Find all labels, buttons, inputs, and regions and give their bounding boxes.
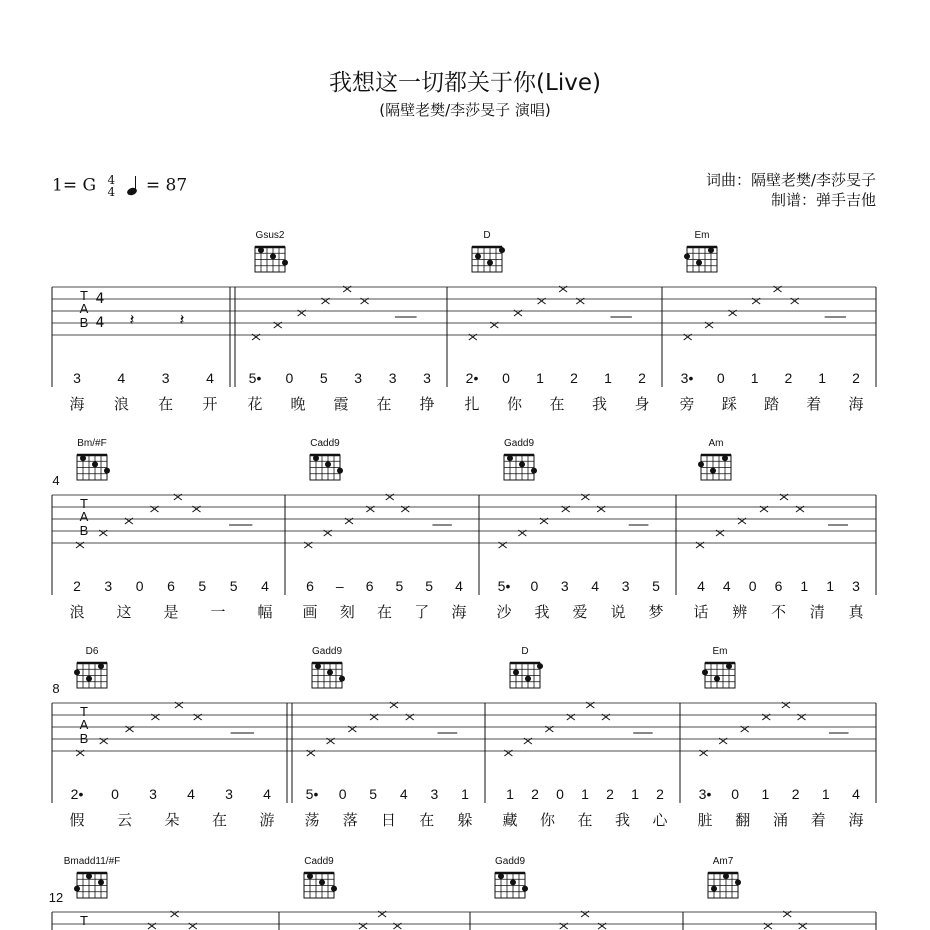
jianpu-note: 3 <box>430 786 439 802</box>
jianpu-note: 1 <box>604 370 612 386</box>
lyric-char: 挣 <box>419 396 435 413</box>
tab-label-t: T <box>80 288 88 303</box>
jianpu-note: 5 <box>395 578 404 594</box>
lyric-char: 在 <box>376 604 393 621</box>
jianpu-note: 6 <box>306 578 314 594</box>
finger-dot <box>499 247 505 253</box>
lyric-char: 幅 <box>257 604 273 621</box>
lyric-char: 梦 <box>648 604 664 621</box>
lyric-char: 清 <box>809 604 825 621</box>
jianpu-note: 2 <box>656 786 664 802</box>
jianpu-note: 4 <box>187 786 195 802</box>
jianpu-note: 3 <box>560 578 569 594</box>
lyric-char: 在 <box>158 396 174 413</box>
jianpu-note: 3 <box>388 370 397 386</box>
chord-diagram <box>310 455 343 480</box>
lyric-char: 荡 <box>304 812 320 829</box>
chord-diagram <box>472 247 505 272</box>
finger-dot <box>684 253 690 259</box>
lyric-char: 落 <box>342 812 358 829</box>
tab-label-a: A <box>79 509 89 524</box>
finger-dot <box>86 873 92 879</box>
jianpu-note: 6 <box>167 578 175 594</box>
lyric-char: 在 <box>577 812 593 829</box>
finger-dot <box>510 879 516 885</box>
finger-dot <box>710 468 716 474</box>
finger-dot <box>698 461 704 467</box>
jianpu-note: 5 <box>198 578 207 594</box>
chord-name: Gadd9 <box>311 646 343 657</box>
tab-label-a: A <box>79 301 89 316</box>
chord-diagram <box>304 873 337 898</box>
chord-diagram <box>77 455 110 480</box>
jianpu-note: 4 <box>697 578 705 594</box>
system-number: 8 <box>52 681 60 696</box>
chord-name: D <box>483 230 491 241</box>
lyric-char: 是 <box>163 604 179 621</box>
lyric-char: 云 <box>116 812 133 829</box>
lyric-char: 心 <box>652 812 668 829</box>
finger-dot <box>531 468 537 474</box>
jianpu-note: 2 <box>606 786 614 802</box>
jianpu-note: 0 <box>556 786 564 802</box>
jianpu-note: 2 <box>73 578 81 594</box>
jianpu-note: 1 <box>536 370 544 386</box>
chord-name: D6 <box>85 646 99 657</box>
finger-dot <box>711 886 717 892</box>
lyric-char: 刻 <box>339 604 355 621</box>
jianpu-note: 6 <box>365 578 374 594</box>
lyric-char: 在 <box>419 812 435 829</box>
lyric-char: 游 <box>259 812 275 829</box>
lyric-char: 旁 <box>679 396 695 413</box>
jianpu-note: 4 <box>591 578 600 594</box>
finger-dot <box>726 663 732 669</box>
finger-dot <box>74 669 80 675</box>
lyric-char: 你 <box>506 396 523 413</box>
system-number: 12 <box>48 890 64 905</box>
finger-dot <box>475 253 481 259</box>
finger-dot <box>702 669 708 675</box>
jianpu-note: 3 <box>225 786 233 802</box>
jianpu-note: 4 <box>206 370 214 386</box>
lyric-char: 在 <box>549 396 565 413</box>
jianpu-note: 5• <box>497 578 511 594</box>
lyric-char: 海 <box>451 604 467 621</box>
tab-label-b: B <box>79 523 89 538</box>
lyric-char: 着 <box>810 812 826 829</box>
finger-dot <box>522 886 528 892</box>
jianpu-note: 3• <box>698 786 712 802</box>
time-bottom: 4 <box>107 185 116 199</box>
tab-label-b: B <box>79 315 89 330</box>
lyric-char: 晚 <box>290 396 306 413</box>
finger-dot <box>537 663 543 669</box>
jianpu-note: 0 <box>285 370 294 386</box>
chord-diagram <box>702 663 735 688</box>
lyric-char: 扎 <box>464 396 480 413</box>
finger-dot <box>270 253 276 259</box>
lyric-char: 在 <box>211 812 228 829</box>
lyric-char: 开 <box>202 396 218 413</box>
lyric-char: 说 <box>610 604 626 621</box>
finger-dot <box>735 879 741 885</box>
chord-diagram <box>504 455 537 480</box>
finger-dot <box>92 461 98 467</box>
song-title: 我想这一切都关于你(Live) <box>329 70 601 96</box>
chord-name: Gadd9 <box>494 856 526 867</box>
lyric-char: 海 <box>69 396 85 413</box>
jianpu-note: 0 <box>338 786 347 802</box>
lyric-char: 真 <box>848 604 864 621</box>
jianpu-note: 2 <box>791 786 800 802</box>
key-signature: 1= G <box>52 175 97 196</box>
finger-dot <box>498 873 504 879</box>
lyric-char: 朵 <box>164 812 180 829</box>
lyric-char: 身 <box>634 396 650 413</box>
lyric-char: 我 <box>614 812 631 829</box>
lyric-char: 踏 <box>763 396 780 413</box>
chord-diagram <box>708 873 741 898</box>
lyric-char: 了 <box>414 604 430 621</box>
lyric-char: 日 <box>380 812 397 829</box>
jianpu-note: 4 <box>722 578 731 594</box>
jianpu-note: 6 <box>774 578 783 594</box>
jianpu-note: 5 <box>319 370 328 386</box>
finger-dot <box>325 461 331 467</box>
chord-name: D <box>521 646 529 657</box>
time-sig-tab: 4 <box>95 315 105 331</box>
chord-diagram <box>684 247 717 272</box>
jianpu-note: 0 <box>530 578 539 594</box>
jianpu-note: 5 <box>652 578 660 594</box>
lyric-char: 着 <box>806 396 822 413</box>
finger-dot <box>74 886 80 892</box>
jianpu-note: 1 <box>506 786 514 802</box>
jianpu-note: 1 <box>818 370 827 386</box>
jianpu-note: – <box>335 578 344 594</box>
chord-name: Cadd9 <box>310 438 340 449</box>
finger-dot <box>258 247 264 253</box>
jianpu-note: 4 <box>852 786 860 802</box>
lyric-char: 我 <box>534 604 550 621</box>
finger-dot <box>319 879 325 885</box>
lyric-char: 在 <box>376 396 392 413</box>
finger-dot <box>507 455 513 461</box>
finger-dot <box>487 260 493 266</box>
finger-dot <box>708 247 714 253</box>
jianpu-note: 2 <box>852 370 860 386</box>
lyric-char: 你 <box>539 812 556 829</box>
tab-label-t: T <box>80 913 88 928</box>
jianpu-note: 2• <box>465 370 479 386</box>
tempo-value: = 87 <box>145 175 188 196</box>
chord-diagram <box>510 663 543 688</box>
chord-name: Bmadd11/#F <box>63 856 121 867</box>
credit-lyrics: 词曲：隔壁老樊/李莎旻子 <box>705 171 876 189</box>
jianpu-note: 0 <box>111 786 119 802</box>
jianpu-note: 3 <box>73 370 81 386</box>
finger-dot <box>525 676 531 682</box>
finger-dot <box>86 676 92 682</box>
jianpu-note: 5 <box>369 786 378 802</box>
lyric-char: 浪 <box>113 396 129 413</box>
finger-dot <box>315 663 321 669</box>
jianpu-note: 3 <box>104 578 113 594</box>
jianpu-note: 0 <box>716 370 725 386</box>
lyric-char: 浪 <box>69 604 85 621</box>
chord-name: Em <box>712 646 728 657</box>
chord-name: Bm/#F <box>77 438 107 449</box>
jianpu-note: 5• <box>248 370 262 386</box>
jianpu-note: 3 <box>423 370 431 386</box>
chord-name: Cadd9 <box>304 856 334 867</box>
rest-icon: 𝄽 <box>179 310 185 329</box>
chord-diagram <box>74 873 107 898</box>
finger-dot <box>696 260 702 266</box>
finger-dot <box>722 455 728 461</box>
chord-diagram <box>312 663 345 688</box>
jianpu-note: 0 <box>748 578 757 594</box>
finger-dot <box>337 468 343 474</box>
chord-diagram <box>698 455 731 480</box>
jianpu-note: 4 <box>399 786 408 802</box>
jianpu-note: 0 <box>502 370 510 386</box>
finger-dot <box>98 879 104 885</box>
chord-name: Em <box>694 230 710 241</box>
chord-diagram <box>74 663 107 688</box>
jianpu-note: 3 <box>149 786 157 802</box>
lyric-char: 假 <box>69 812 85 829</box>
lyric-char: 这 <box>116 604 132 621</box>
finger-dot <box>714 676 720 682</box>
credit-tab: 制谱：弹手吉他 <box>770 191 876 209</box>
tab-label-a: A <box>79 717 89 732</box>
time-sig-tab: 4 <box>95 291 105 307</box>
jianpu-note: 1 <box>631 786 639 802</box>
jianpu-note: 1 <box>581 786 589 802</box>
lyric-char: 躲 <box>457 812 473 829</box>
jianpu-note: 2 <box>531 786 539 802</box>
finger-dot <box>98 663 104 669</box>
jianpu-note: 1 <box>826 578 835 594</box>
rest-icon: 𝄽 <box>129 310 135 329</box>
jianpu-note: 1 <box>750 370 759 386</box>
jianpu-note: 1 <box>821 786 830 802</box>
lyric-char: 沙 <box>496 604 512 621</box>
finger-dot <box>331 886 337 892</box>
lyric-char: 藏 <box>502 812 518 829</box>
lyric-char: 爱 <box>572 604 588 621</box>
jianpu-note: 3 <box>354 370 363 386</box>
tab-label-b: B <box>79 731 89 746</box>
jianpu-note: 2 <box>638 370 646 386</box>
tab-label-t: T <box>80 496 88 511</box>
jianpu-note: 3 <box>161 370 170 386</box>
finger-dot <box>339 676 345 682</box>
system-number: 4 <box>52 473 60 488</box>
jianpu-note: 4 <box>117 370 126 386</box>
time-top: 4 <box>107 173 116 187</box>
lyric-char: 脏 <box>697 812 713 829</box>
lyric-char: 花 <box>247 396 263 413</box>
finger-dot <box>282 260 288 266</box>
lyric-char: 不 <box>770 604 787 621</box>
finger-dot <box>307 873 313 879</box>
lyric-char: 海 <box>848 396 864 413</box>
lyric-char: 我 <box>591 396 608 413</box>
lyric-char: 海 <box>848 812 864 829</box>
lyric-char: 辨 <box>732 604 748 621</box>
jianpu-note: 2 <box>784 370 793 386</box>
lyric-char: 霞 <box>333 396 349 413</box>
lyric-char: 涌 <box>772 812 789 829</box>
jianpu-note: 3• <box>680 370 694 386</box>
chord-name: Gsus2 <box>255 230 285 241</box>
finger-dot <box>723 873 729 879</box>
chord-name: Gadd9 <box>503 438 535 449</box>
jianpu-note: 5• <box>305 786 319 802</box>
jianpu-note: 0 <box>731 786 740 802</box>
jianpu-note: 4 <box>455 578 463 594</box>
finger-dot <box>313 455 319 461</box>
finger-dot <box>327 669 333 675</box>
lyric-char: 翻 <box>735 812 751 829</box>
jianpu-note: 2• <box>70 786 84 802</box>
jianpu-note: 3 <box>852 578 860 594</box>
lyric-char: 踩 <box>721 396 737 413</box>
finger-dot <box>519 461 525 467</box>
lyric-char: 一 <box>210 604 226 621</box>
jianpu-note: 1 <box>761 786 770 802</box>
jianpu-note: 1 <box>461 786 469 802</box>
tab-label-t: T <box>80 704 88 719</box>
chord-diagram <box>495 873 528 898</box>
finger-dot <box>513 669 519 675</box>
chord-diagram <box>255 247 288 272</box>
jianpu-note: 4 <box>263 786 271 802</box>
jianpu-note: 5 <box>229 578 238 594</box>
song-subtitle: (隔壁老樊/李莎旻子 演唱) <box>379 101 551 119</box>
jianpu-note: 2 <box>570 370 578 386</box>
jianpu-note: 3 <box>621 578 630 594</box>
finger-dot <box>80 455 86 461</box>
lyric-char: 话 <box>693 604 709 621</box>
jianpu-note: 5 <box>425 578 434 594</box>
jianpu-note: 1 <box>800 578 809 594</box>
lyric-char: 画 <box>302 604 318 621</box>
chord-name: Am <box>708 438 724 449</box>
jianpu-note: 0 <box>135 578 144 594</box>
chord-name: Am7 <box>712 856 734 867</box>
finger-dot <box>104 468 110 474</box>
jianpu-note: 4 <box>261 578 269 594</box>
